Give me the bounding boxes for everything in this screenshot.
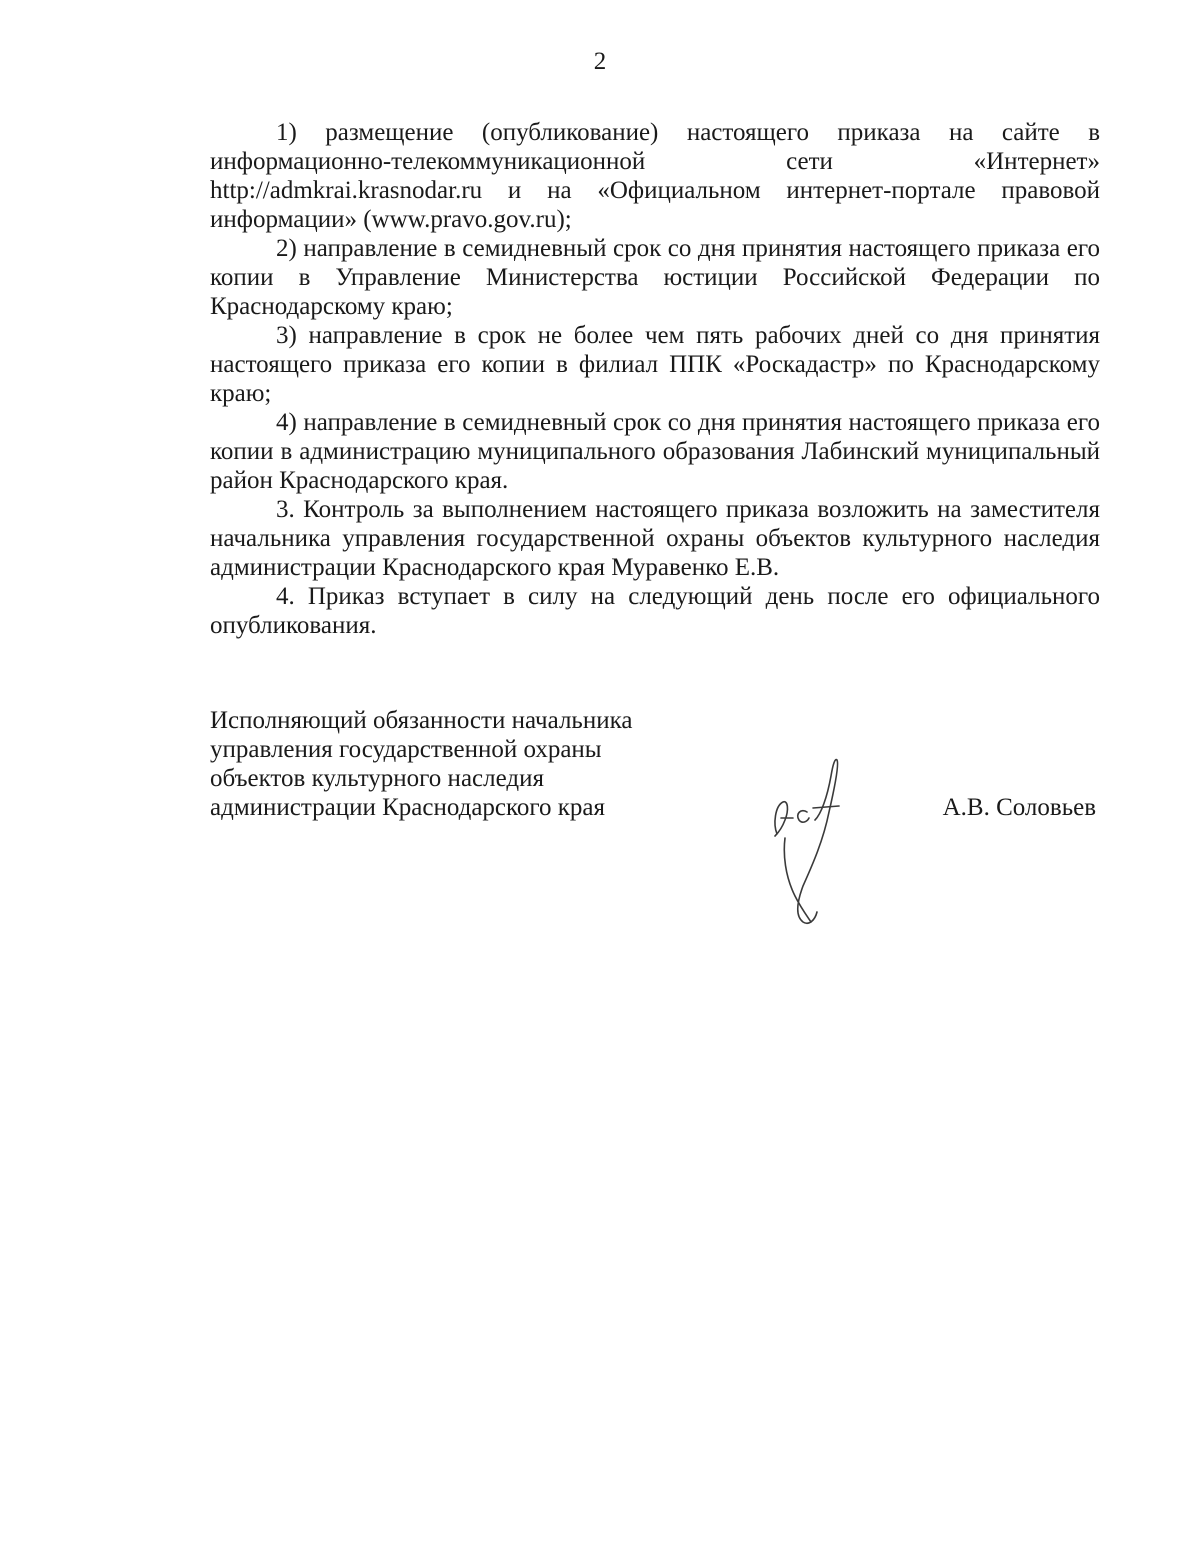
signer-title-line: управления государственной охраны bbox=[210, 736, 602, 763]
handwritten-signature bbox=[755, 746, 855, 926]
paragraph-roskadastr: 3) направление в срок не более чем пять рабочих дней со дня принятия настоящего приказа его копии в филиал ППК «Роскадастр» по Краснодарскому краю; bbox=[210, 322, 1100, 407]
signature-block bbox=[210, 706, 1100, 936]
signer-title-line: администрации Краснодарского края bbox=[210, 794, 606, 821]
paragraph-ministry-justice: 2) направление в семидневный срок со дня принятия настоящего приказа его копии в Управление Министерства юстиции Российской Федерации по Краснодарскому краю; bbox=[210, 235, 1100, 320]
paragraph-municipal-administration: 4) направление в семидневный срок со дня принятия настоящего приказа его копии в администрацию муниципального образования Лабинский муниципальный район Краснодарского края. bbox=[210, 409, 1100, 494]
document-body bbox=[210, 118, 1100, 640]
paragraph-effective-date: 4. Приказ вступает в силу на следующий день после его официального опубликования. bbox=[210, 583, 1100, 639]
signer-title-line: Исполняющий обязанности начальника bbox=[210, 707, 633, 734]
signer-name: А.В. Соловьев bbox=[942, 794, 1096, 821]
signer-title-line: объектов культурного наследия bbox=[210, 765, 544, 792]
paragraph-publication: 1) размещение (опубликование) настоящего приказа на сайте в информационно-телекоммуникационной сети «Интернет» http://admkrai.krasnodar.ru и на «Официальном интернет-портале правовой информации» (www.pravo.gov.ru); bbox=[210, 119, 1100, 233]
page-number: 2 bbox=[593, 48, 607, 75]
paragraph-control: 3. Контроль за выполнением настоящего приказа возложить на заместителя начальника управления государственной охраны объектов культурного наследия администрации Краснодарского края Муравенко Е.В. bbox=[210, 496, 1100, 581]
signer-title bbox=[210, 706, 690, 822]
